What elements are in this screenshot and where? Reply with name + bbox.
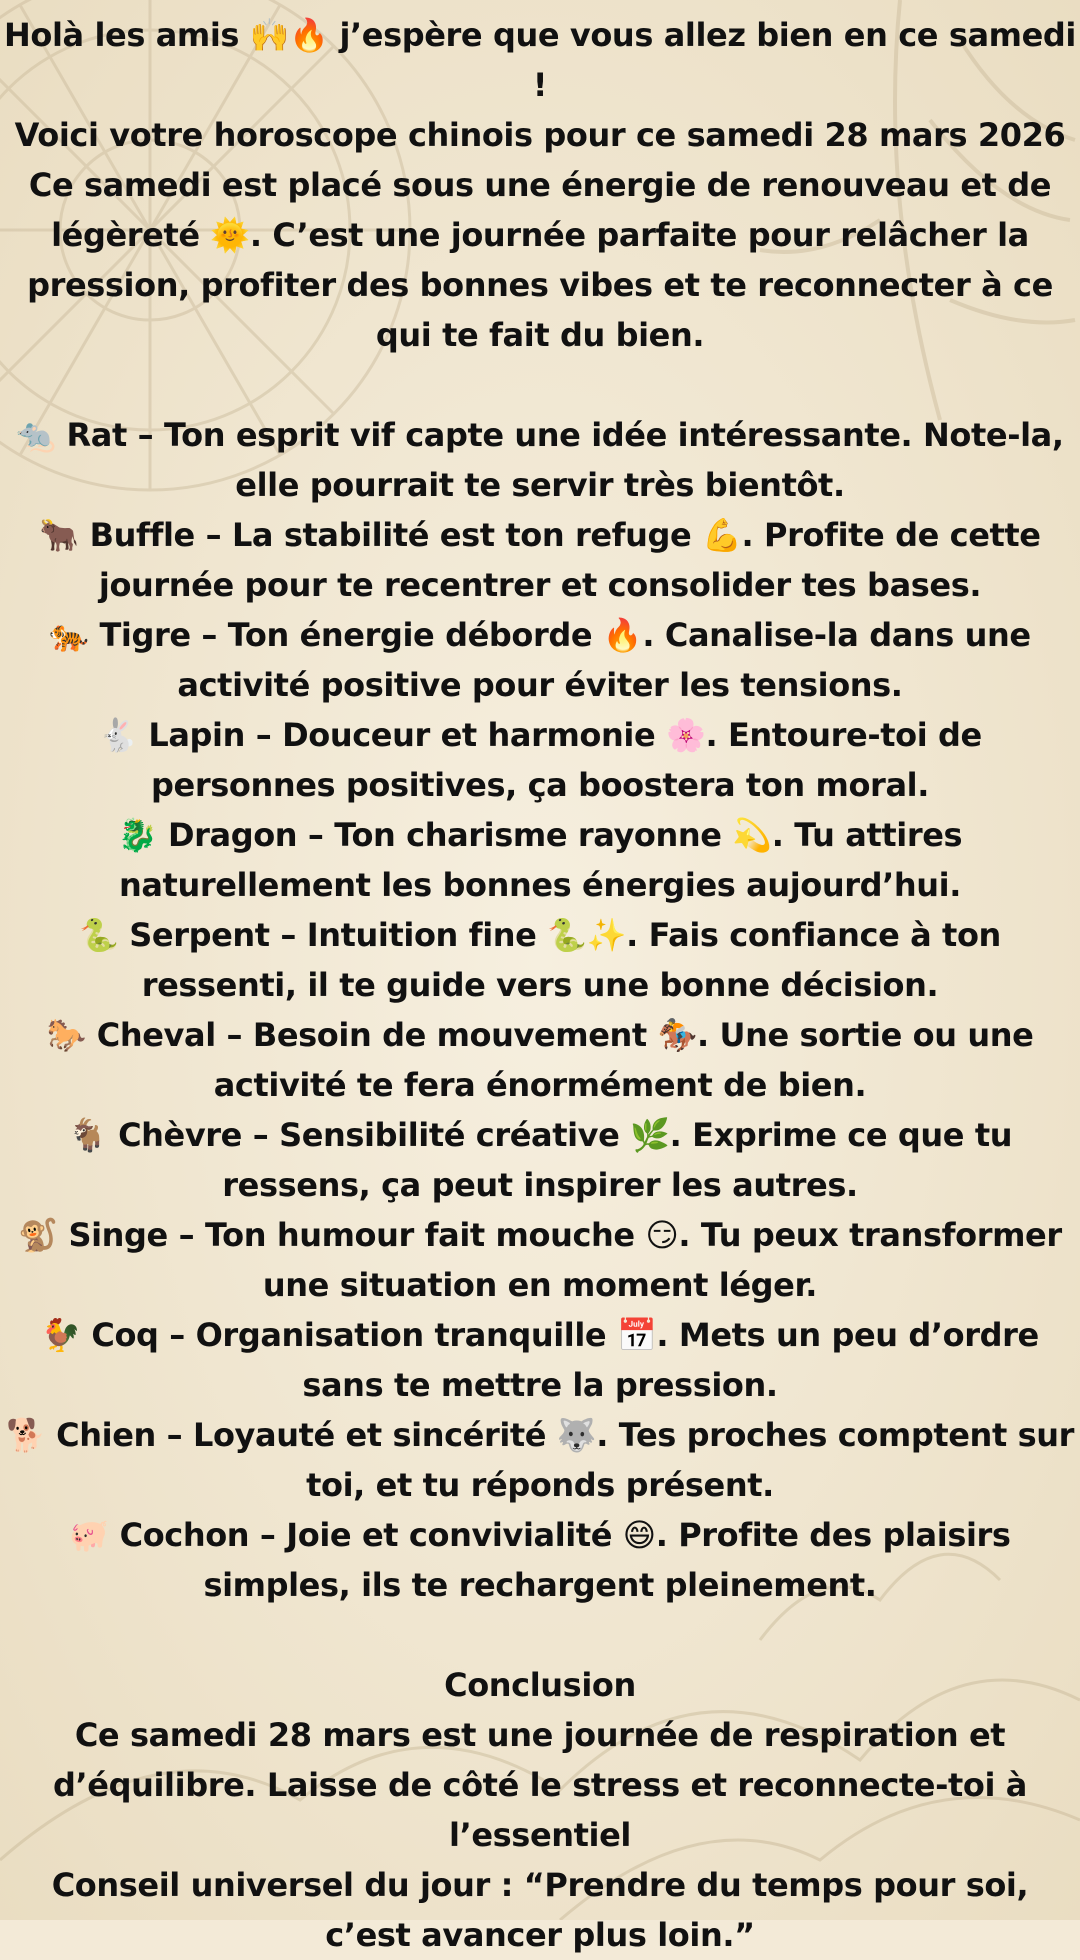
- headline: Voici votre horoscope chinois pour ce samedi 28 mars 2026: [14, 116, 1066, 154]
- sign-coq: 🐓 Coq – Organisation tranquille 📅. Mets un peu d’ordre sans te mettre la pression.: [41, 1316, 1039, 1404]
- sign-cheval: 🐎 Cheval – Besoin de mouvement 🏇. Une sortie ou une activité te fera énormément de bien.: [46, 1016, 1034, 1104]
- conclusion-text: Ce samedi 28 mars est une journée de respiration et d’équilibre. Laisse de côté le stress et reconnecte-toi à l’essentiel: [53, 1716, 1027, 1854]
- spacer: [4, 360, 1076, 410]
- sign-buffle: 🐂 Buffle – La stabilité est ton refuge 💪. Profite de cette journée pour te recentrer et consolider tes bases.: [39, 516, 1041, 604]
- intro-paragraph: Ce samedi est placé sous une énergie de renouveau et de légèreté 🌞. C’est une journée parfaite pour relâcher la pression, profiter des bonnes vibes et te reconnecter à ce qui te fait du bien.: [27, 166, 1053, 354]
- sign-chien: 🐕 Chien – Loyauté et sincérité 🐺. Tes proches comptent sur toi, et tu réponds présent.: [6, 1416, 1074, 1504]
- signs-list: [4, 410, 1076, 1610]
- sign-cochon: 🐖 Cochon – Joie et convivialité 😄. Profite des plaisirs simples, ils te rechargent pleinement.: [69, 1516, 1011, 1604]
- greeting-line: Holà les amis 🙌🔥 j’espère que vous allez bien en ce samedi !: [4, 16, 1077, 104]
- sign-lapin: 🐇 Lapin – Douceur et harmonie 🌸. Entoure-toi de personnes positives, ça boostera ton moral.: [98, 716, 982, 804]
- sign-rat: 🐀 Rat – Ton esprit vif capte une idée intéressante. Note-la, elle pourrait te servir très bientôt.: [16, 416, 1064, 504]
- sign-serpent: 🐍 Serpent – Intuition fine 🐍✨. Fais confiance à ton ressenti, il te guide vers une bonne décision.: [79, 916, 1001, 1004]
- conclusion-title: Conclusion: [444, 1666, 636, 1704]
- sign-tigre: 🐅 Tigre – Ton énergie déborde 🔥. Canalise-la dans une activité positive pour éviter les tensions.: [49, 616, 1031, 704]
- daily-advice: Conseil universel du jour : “Prendre du temps pour soi, c’est avancer plus loin.”: [51, 1866, 1029, 1954]
- sign-singe: 🐒 Singe – Ton humour fait mouche 😏. Tu peux transformer une situation en moment léger.: [18, 1216, 1062, 1304]
- sign-chevre: 🐐 Chèvre – Sensibilité créative 🌿. Exprime ce que tu ressens, ça peut inspirer les autres.: [67, 1116, 1013, 1204]
- sign-dragon: 🐉 Dragon – Ton charisme rayonne 💫. Tu attires naturellement les bonnes énergies aujourd’hui.: [117, 816, 963, 904]
- spacer: [4, 1610, 1076, 1660]
